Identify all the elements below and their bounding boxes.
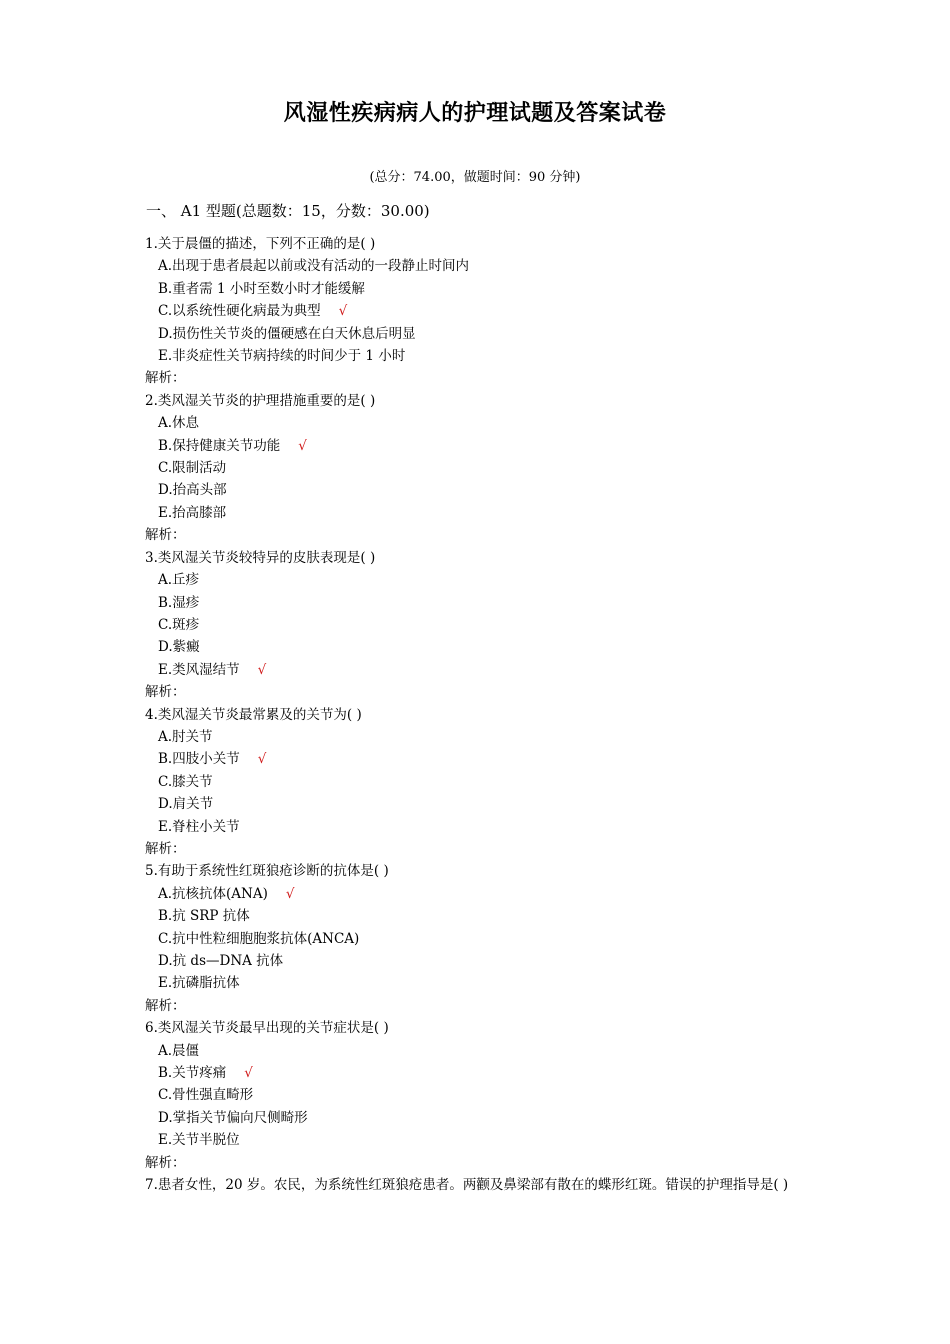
answer-option: [145, 883, 805, 905]
answer-option: [145, 323, 805, 345]
answer-option: [145, 771, 805, 793]
analysis-label: 解析：: [145, 684, 186, 701]
option-text: D.肩关节: [158, 796, 214, 813]
correct-check-icon: √: [285, 885, 295, 902]
correct-check-icon: √: [244, 1065, 253, 1082]
answer-option: [145, 278, 805, 300]
option-text: C.限制活动: [158, 460, 227, 477]
answer-option: [145, 905, 805, 927]
analysis-label: 解析：: [145, 1154, 186, 1171]
option-text: B.重者需 1 小时至数小时才能缓解: [158, 280, 365, 297]
answer-option: [145, 636, 805, 658]
option-text: B.湿疹: [158, 594, 200, 611]
answer-option: [145, 502, 805, 524]
answer-option: [145, 255, 805, 277]
answer-option: [145, 928, 805, 950]
option-text: D.掌指关节偏向尺侧畸形: [158, 1109, 308, 1126]
question-item: [145, 390, 805, 547]
question-list: [145, 233, 805, 1196]
option-text: D.抗 ds—DNA 抗体: [158, 953, 284, 969]
analysis-label: 解析：: [145, 527, 186, 544]
answer-option: [145, 816, 805, 838]
option-text: A.丘疹: [158, 572, 200, 589]
answer-option: [145, 972, 805, 994]
option-text: E.非炎症性关节病持续的时间少于 1 小时: [158, 348, 406, 365]
option-text: D.抬高头部: [158, 482, 227, 499]
answer-option: [145, 479, 805, 501]
answer-option: [145, 592, 805, 614]
correct-check-icon: √: [338, 303, 348, 320]
question-stem: 2.类风湿关节炎的护理措施重要的是( ): [145, 392, 376, 409]
option-text: D.损伤性关节炎的僵硬感在白天休息后明显: [158, 325, 416, 342]
question-stem: 1.关于晨僵的描述，下列不正确的是( ): [145, 236, 376, 252]
answer-option: [145, 1040, 805, 1062]
answer-option: [145, 614, 805, 636]
option-text: C.膝关节: [158, 773, 213, 790]
correct-check-icon: √: [257, 661, 267, 678]
question-item: [145, 1174, 805, 1196]
option-text: C.以系统性硬化病最为典型: [158, 303, 321, 320]
correct-check-icon: √: [257, 751, 267, 768]
answer-option: [145, 569, 805, 591]
answer-option: [145, 300, 805, 322]
option-text: A.肘关节: [158, 728, 213, 745]
question-stem: 4.类风湿关节炎最常累及的关节为( ): [145, 706, 362, 723]
analysis-label: 解析：: [145, 370, 186, 387]
question-item: [145, 547, 805, 704]
question-item: [145, 704, 805, 861]
answer-option: [145, 1062, 805, 1084]
question-stem: 5.有助于系统性红斑狼疮诊断的抗体是( ): [145, 863, 389, 880]
option-text: E.抗磷脂抗体: [158, 975, 240, 992]
analysis-label: 解析：: [145, 997, 186, 1014]
option-text: B.关节疼痛: [158, 1065, 227, 1082]
answer-option: [145, 659, 805, 681]
question-item: [145, 233, 805, 390]
option-text: E.关节半脱位: [158, 1132, 240, 1149]
option-text: D.紫癜: [158, 639, 200, 656]
answer-option: [145, 748, 805, 770]
option-text: C.抗中性粒细胞胞浆抗体(ANCA): [158, 930, 360, 947]
option-text: B.保持健康关节功能: [158, 437, 281, 454]
option-text: A.抗核抗体(ANA): [158, 885, 268, 902]
option-text: E.类风湿结节: [158, 661, 240, 678]
answer-option: [145, 726, 805, 748]
option-text: A.晨僵: [158, 1042, 200, 1059]
answer-option: [145, 435, 805, 457]
option-text: A.休息: [158, 415, 200, 432]
question-stem: 3.类风湿关节炎较特异的皮肤表现是( ): [145, 549, 376, 566]
answer-option: [145, 793, 805, 815]
section-heading: 一、 A1 型题(总题数：15，分数：30.00): [146, 202, 430, 220]
page-title: 风湿性疾病病人的护理试题及答案试卷: [283, 100, 667, 126]
answer-option: [145, 950, 805, 972]
option-text: E.脊柱小关节: [158, 818, 240, 835]
question-item: [145, 1017, 805, 1174]
answer-option: [145, 1107, 805, 1129]
answer-option: [145, 1129, 805, 1151]
correct-check-icon: √: [298, 437, 307, 454]
answer-option: [145, 345, 805, 367]
answer-option: [145, 1084, 805, 1106]
option-text: B.抗 SRP 抗体: [158, 908, 250, 925]
question-stem: 7.患者女性，20 岁。农民，为系统性红斑狼疮患者。两颧及鼻梁部有散在的蝶形红斑。错误的护理指导是( ): [145, 1177, 789, 1194]
analysis-label: 解析：: [145, 840, 186, 857]
option-text: C.斑疹: [158, 616, 200, 633]
question-stem: 6.类风湿关节炎最早出现的关节症状是( ): [145, 1020, 389, 1037]
option-text: B.四肢小关节: [158, 751, 240, 768]
question-item: [145, 860, 805, 1017]
answer-option: [145, 412, 805, 434]
answer-option: [145, 457, 805, 479]
option-text: E.抬高膝部: [158, 504, 227, 521]
option-text: C.骨性强直畸形: [158, 1087, 254, 1104]
exam-meta: (总分：74.00，做题时间：90 分钟): [369, 170, 581, 185]
option-text: A.出现于患者晨起以前或没有活动的一段静止时间内: [158, 258, 470, 275]
